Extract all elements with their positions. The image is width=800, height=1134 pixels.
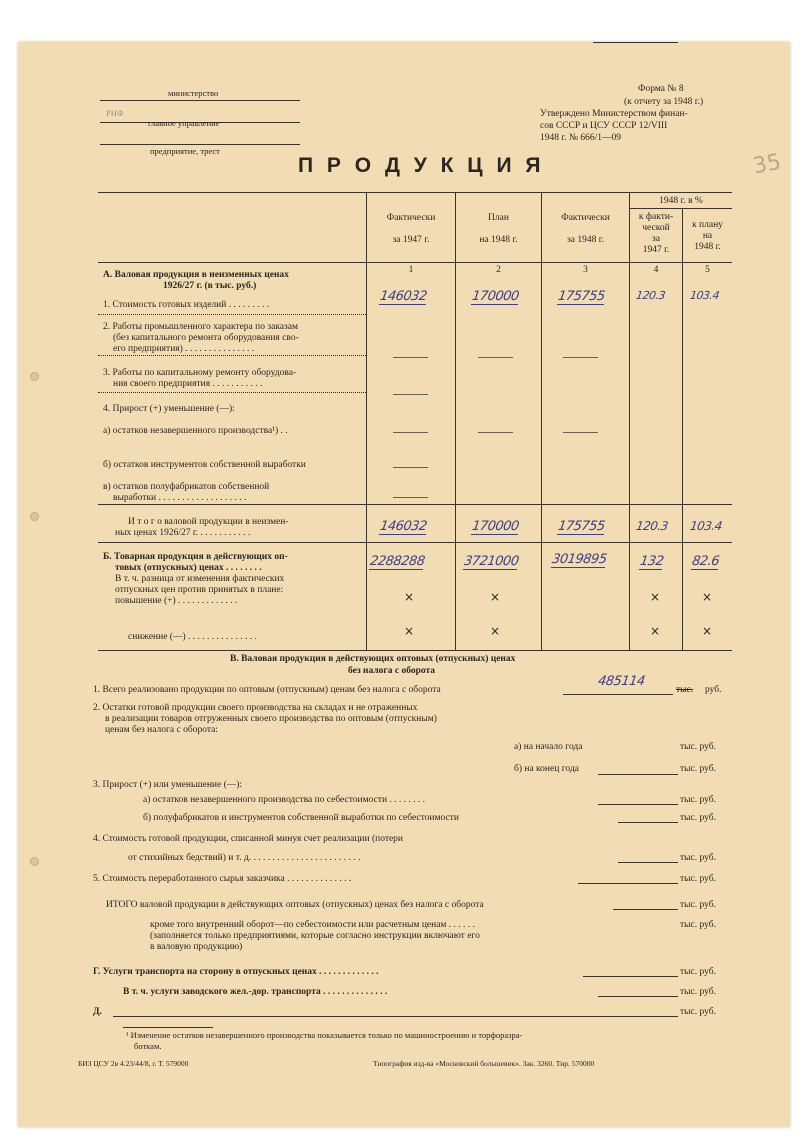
hw-r1-c1: 146032 [379, 289, 428, 304]
row-3-label: 3. Работы по капитальному ремонту оборудова- ния своего предприятия . . . . . . . . . . . [103, 368, 297, 389]
binder-hole [30, 372, 39, 381]
section-b-label: Б. Товарная продукция в действующих оп- товых (отпускных) ценах . . . . . . . . [103, 552, 288, 573]
hw-r1-c2: 170000 [471, 289, 520, 304]
form-sheet [18, 42, 790, 1127]
row-b-sub-label: В т. ч. разница от изменения фактических отпускных цен против принятых в плане: повышение (+) . . . . . . . . . . . . . [115, 574, 285, 606]
x-mark: × [650, 624, 661, 638]
col-45-head: 1948 г. в % [659, 196, 703, 206]
print-info-right: Типография изд-ва «Московский большевик». Зак. 3260. Тир. 570000 [373, 1059, 595, 1068]
form-number: Форма № 8 [638, 84, 684, 94]
v-item-1: 1. Всего реализовано продукции по оптовым (отпускным) ценам без налога с оборота [93, 685, 441, 695]
approved-line-2: сов СССР и ЦСУ СССР 12/VIII [540, 121, 668, 131]
enterprise-caption: предприятие, трест [150, 146, 220, 156]
hw-r1-c5: 103.4 [689, 289, 720, 302]
col-1-head: Фактически за 1947 г. [386, 213, 436, 245]
d-label: Д. [93, 1007, 102, 1017]
hw-total-c1: 146032 [379, 519, 428, 534]
row-4c-label: в) остатков полуфабрикатов собственной выработки . . . . . . . . . . . . . . . . . . . [103, 482, 270, 503]
x-mark: × [404, 624, 415, 638]
margin-mark: 35 [751, 149, 783, 180]
v-item-1-unit: руб. [705, 685, 722, 695]
hw-total-c2: 170000 [471, 519, 520, 534]
v-item-3b: б) полуфабрикатов и инструментов собственной выработки по себестоимости [143, 813, 459, 823]
hw-total-c5: 103.4 [689, 519, 723, 533]
g-label: Г. Услуги транспорта на сторону в отпускных ценах . . . . . . . . . . . . . [93, 967, 379, 977]
v-item-2a: а) на начало года [514, 742, 583, 752]
main-admin-caption: главное управление [148, 118, 220, 128]
v-item-3a: а) остатков незавершенного производства по себестоимости . . . . . . . . [143, 795, 426, 805]
x-mark: × [404, 590, 415, 604]
section-v-subtitle: без налога с оборота [348, 666, 436, 676]
hw-b-c3: 3019895 [551, 552, 608, 567]
approved-line-1: Утверждено Министерством финан- [540, 109, 688, 119]
form-for: (к отчету за 1948 г.) [624, 97, 704, 107]
section-a-title: А. Валовая продукция в неизменных ценах 1926/27 г. (в тыс. руб.) [103, 270, 289, 291]
ministry-caption: министерство [168, 88, 219, 98]
col-num-5: 5 [705, 265, 710, 275]
stamp-smudge: РНФ [106, 108, 124, 118]
col-2-head: План на 1948 г. [479, 213, 518, 245]
row-b-dec-label: снижение (—) . . . . . . . . . . . . . . . [128, 632, 257, 642]
hw-total-c3: 175755 [557, 519, 606, 534]
binder-hole [30, 857, 39, 866]
v-item-4-unit: тыс. руб. [680, 853, 716, 863]
v-besides-unit: тыс. руб. [680, 920, 716, 930]
x-mark: × [650, 590, 661, 604]
v-besides: кроме того внутренний оборот—по себестоимости или расчетным ценам . . . . . . (заполняется только предприятиями, которые согласно инструкции включают его в валовую продукцию) [150, 920, 480, 952]
v-item-3: 3. Прирост (+) или уменьшение (—): [93, 780, 243, 790]
v-total-unit: тыс. руб. [680, 900, 716, 910]
approved-line-3: 1948 г. № 666/1—09 [540, 133, 622, 143]
v-item-5: 5. Стоимость переработанного сырья заказчика . . . . . . . . . . . . . . [93, 874, 352, 884]
row-4a-label: а) остатков незавершенного производства¹) . . [103, 426, 288, 436]
col-4-head: к факти- ческой за 1947 г. [638, 212, 674, 255]
col-5-head: к плану на 1948 г. [692, 220, 723, 252]
hw-r1-c3: 175755 [557, 289, 606, 304]
d-unit: тыс. руб. [680, 1007, 716, 1017]
v-item-2b: б) на конец года [514, 764, 579, 774]
v-item-1-value: 485114 [596, 674, 646, 689]
hw-total-c4: 120.3 [635, 519, 669, 533]
page-title: П Р О Д У К Ц И Я [298, 154, 545, 177]
g-unit: тыс. руб. [680, 967, 716, 977]
hw-r1-c4: 120.3 [635, 289, 666, 302]
row-2-label: 2. Работы промышленного характера по заказам (без капитального ремонта оборудования сво- его предприятия) . . . . . . . . . . . . . . . [103, 322, 299, 354]
col-num-4: 4 [653, 265, 659, 275]
v-item-2: 2. Остатки готовой продукции своего производства на складах и не отраженных в реализации товаров отгруженных своего производства по оптовым (отпускным) ценам без налога с оборота: [93, 703, 437, 735]
v-item-2a-unit: тыс. руб. [680, 742, 716, 752]
hw-b-c2: 3721000 [463, 554, 520, 569]
row-total-label: И т о г о валовой продукции в неизмен- ных ценах 1926/27 г. . . . . . . . . . . . [115, 517, 289, 538]
col-num-1: 1 [408, 265, 414, 275]
g-sub-label: В т. ч. услуги заводского жел.-дор. транспорта . . . . . . . . . . . . . . [123, 987, 388, 997]
v-item-3b-unit: тыс. руб. [680, 813, 716, 823]
print-info-left: БИЗ ЦСУ 2в 4.23/44/8, г. Т. 579000 [78, 1059, 189, 1068]
hw-b-c4: 132 [639, 554, 665, 569]
col-3-head: Фактически за 1948 г. [561, 213, 610, 245]
row-4b-label: б) остатков инструментов собственной выработки [103, 460, 306, 470]
col-num-2: 2 [496, 265, 501, 275]
footnote: ¹ Изменение остатков незавершенного производства показывается только по машиностроению и торфоразра- боткам. [126, 1030, 523, 1051]
v-item-4: 4. Стоимость готовой продукции, списанной минуя счет реализации (потери от стихийных бедствий) и т. д. . . . . . . . . . . . . . . . . . . . . . . . [93, 834, 404, 863]
section-v-title: В. Валовая продукция в действующих оптовых (отпускных) ценах [230, 654, 516, 664]
col-num-3: 3 [583, 265, 588, 275]
v-total: ИТОГО валовой продукции в действующих оптовых (отпускных) ценах без налога с оборота [106, 900, 484, 910]
binder-hole [30, 512, 39, 521]
row-1-label: 1. Стоимость готовых изделий . . . . . . . . . [103, 300, 270, 310]
row-4-label: 4. Прирост (+) уменьшение (—): [103, 404, 235, 414]
x-mark: × [490, 590, 501, 604]
hw-b-c1: 2288288 [369, 554, 426, 569]
v-item-2b-unit: тыс. руб. [680, 764, 716, 774]
x-mark: × [702, 590, 713, 604]
g-sub-unit: тыс. руб. [680, 987, 716, 997]
v-item-3a-unit: тыс. руб. [680, 795, 716, 805]
x-mark: × [490, 624, 501, 638]
hw-b-c5: 82.6 [691, 554, 721, 569]
v-item-1-unit-struck: тыс. [676, 685, 694, 695]
x-mark: × [702, 624, 713, 638]
v-item-5-unit: тыс. руб. [680, 874, 716, 884]
